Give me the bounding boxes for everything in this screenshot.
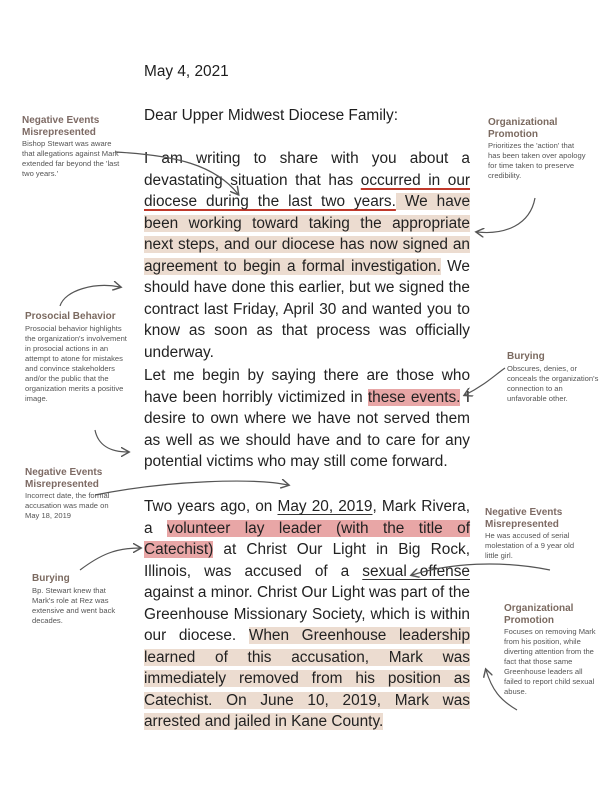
annotation-title: Prosocial Behavior [25, 311, 116, 322]
arrow-burying2 [80, 548, 140, 570]
annotation-title: Burying [32, 573, 70, 584]
annotation-title: Negative Events Misrepresented [22, 115, 100, 138]
p2-text-a: Let me begin by saying there are those who have been horribly victimized in [144, 367, 470, 406]
p3-text-c: , Mark Rivera, a [144, 498, 471, 537]
arrow-neg2 [95, 481, 288, 495]
arrow-prosocial-bottom [95, 430, 128, 452]
annotation-negative-1 [22, 115, 122, 179]
annotation-body: Prioritizes the 'action' that has been taken over apology for time taken to preserve credibility. [488, 141, 586, 180]
paragraph-2 [144, 365, 470, 473]
p1-text-d: We should have done this earlier, but we signed the contract last Friday, April 30 and wanted you to know as soon as that process was officially underway. [144, 257, 470, 361]
annotation-negative-3 [485, 507, 581, 561]
p1-highlight-working: We have been working toward taking the appropriate next steps, and our diocese has now signed an agreement to begin a formal investigation. [144, 193, 471, 275]
p3-highlight-volunteer: volunteer lay leader (with the title of Catechist) [144, 519, 470, 558]
p1-underlined-phrase: occurred in our diocese during the last two years. [144, 171, 471, 210]
p3-text-g: against a minor. Christ Our Light was part of the Greenhouse Missionary Society, which is within our diocese. [144, 584, 470, 644]
p3-text-a: Two years ago, on [144, 498, 278, 515]
arrow-burying1 [465, 368, 505, 395]
p2-highlight-these-events: these events. [367, 388, 461, 406]
annotation-title: Organizational Promotion [504, 603, 574, 626]
annotation-title: Negative Events Misrepresented [485, 507, 563, 530]
arrow-org1 [477, 198, 535, 233]
annotation-body: Incorrect date, the formal accusation was made on May 18, 2019 [25, 491, 110, 520]
annotation-burying-1 [507, 351, 599, 404]
annotation-title: Negative Events Misrepresented [25, 467, 103, 490]
annotation-title: Organizational Promotion [488, 117, 558, 140]
annotation-org-promotion-2 [504, 603, 600, 697]
annotation-body: Bishop Stewart was aware that allegations against Mark extended far beyond the 'last two years.' [22, 139, 120, 178]
paragraph-1 [144, 148, 470, 363]
p3-date-underlined: May 20, 2019 [277, 498, 373, 515]
p2-text-c: I desire to own where we have not served them as well as we should have and to care for any potential victims who may still come forward. [144, 388, 470, 470]
p3-text-e: at Christ Our Light in Big Rock, Illinois, was accused of a [144, 541, 470, 580]
annotation-body: Obscures, denies, or conceals the organization's connection to an unfavorable other. [507, 363, 599, 403]
annotation-prosocial [25, 311, 133, 404]
letter-greeting: Dear Upper Midwest Diocese Family: [144, 107, 399, 124]
p3-sexual-offense: sexual offense [362, 562, 470, 580]
annotation-burying-2 [32, 573, 118, 626]
paragraph-3 [144, 496, 470, 733]
annotation-title: Burying [507, 351, 545, 362]
p3-highlight-removal: When Greenhouse leadership learned of this accusation, Mark was immediately removed from his position as Catechist. On June 10, 2019, Mark was arrested and jailed in Kane County. [144, 627, 471, 730]
annotation-negative-2 [25, 467, 121, 521]
annotation-body: Bp. Stewart knew that Mark's role at Rez was extensive and went back decades. [32, 585, 116, 625]
letter-date: May 4, 2021 [144, 63, 229, 80]
annotation-org-promotion-1 [488, 117, 588, 181]
arrow-prosocial-top [60, 286, 120, 306]
annotation-body: Prosocial behavior highlights the organization's involvement in prosocial actions in an attempt to atone for mistakes and convince stakeholders and/or the public that the organization merits a positive image. [25, 323, 127, 403]
annotation-body: He was accused of serial molestation of a 9 year old little girl. [485, 531, 575, 560]
annotation-body: Focuses on removing Mark from his position, while diverting attention from the fact that those same Greenhouse leaders all failed to report child sexual abuse. [504, 627, 596, 696]
p1-text-a: I am writing to share with you about a devastating situation that has [144, 150, 470, 189]
